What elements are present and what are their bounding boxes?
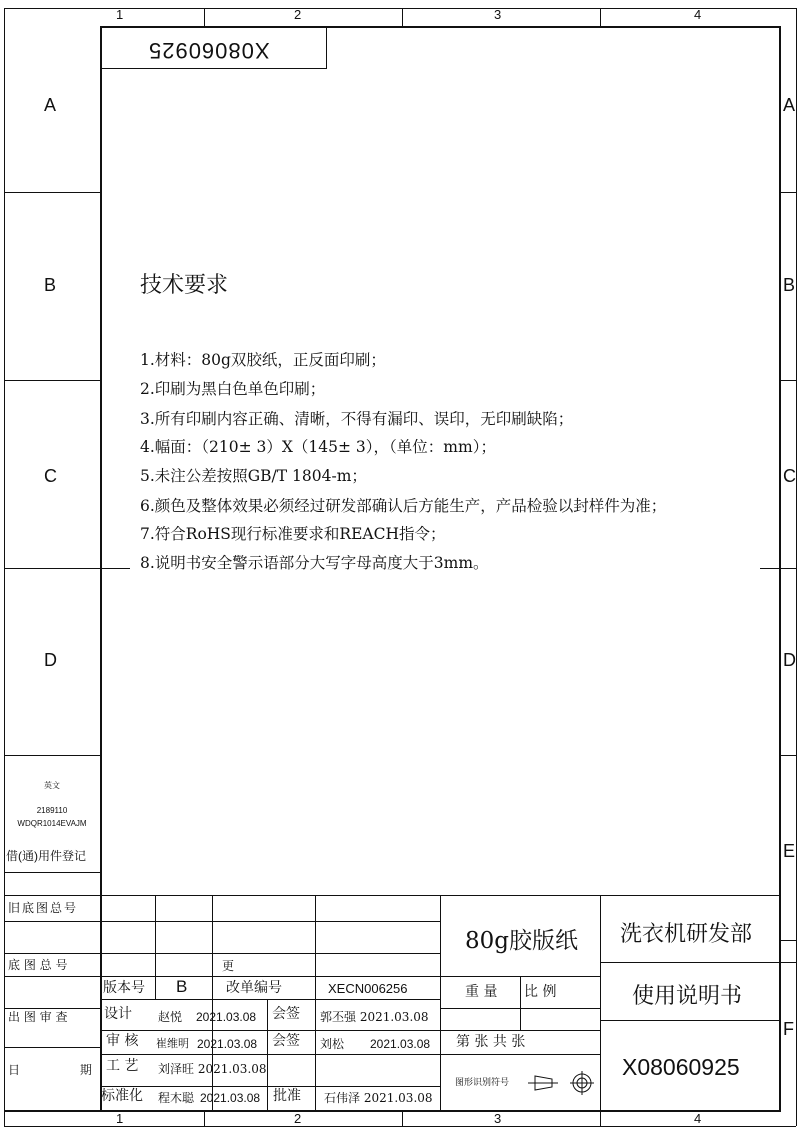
- row-sep: [4, 192, 100, 193]
- doc-number: X08060925: [622, 1054, 740, 1080]
- row-sep: [4, 380, 100, 381]
- issue-check-label: 出 图 审 查: [8, 1010, 68, 1024]
- side-lang: 英文: [44, 781, 60, 790]
- std-date: 2021.03.08: [200, 1091, 261, 1105]
- tb-vline: [440, 895, 441, 1110]
- col-tick: [402, 8, 403, 26]
- requirement-item: 2.印刷为黑白色单色印刷；: [140, 380, 326, 398]
- row-label-e-right: E: [783, 841, 796, 861]
- drawing-no-label: 底 图 总 号: [8, 958, 68, 972]
- tb-vline: [155, 895, 156, 999]
- row-label-c-right: C: [783, 466, 796, 486]
- requirement-item: 4.幅面：（210± 3）X（145± 3），（单位：mm）；: [140, 438, 496, 456]
- row-label-c: C: [44, 466, 57, 486]
- version-label: 版本号: [103, 980, 145, 996]
- outer-bottom-border: [4, 1126, 796, 1127]
- weight-label: 重 量: [465, 984, 498, 1000]
- row-label-f-right: F: [783, 1019, 794, 1039]
- cosign1: 郭丕强 2021.03.08: [320, 1010, 429, 1024]
- col-label-3-bottom: 3: [494, 1111, 502, 1126]
- requirement-item: 1.材料：80g双胶纸，正反面印刷；: [140, 351, 386, 369]
- cosign2-label: 会签: [272, 1033, 300, 1049]
- tb-line: [4, 921, 440, 922]
- col-label-1: 1: [116, 7, 124, 22]
- row-label-d-right: D: [783, 650, 796, 670]
- tb-line: [4, 1047, 100, 1048]
- col-tick: [600, 1110, 601, 1126]
- col-label-3: 3: [494, 7, 502, 22]
- row-sep: [4, 755, 100, 756]
- design-label: 设计: [104, 1006, 132, 1022]
- tb-vline: [315, 895, 316, 1110]
- date-label: 日 期: [8, 1063, 92, 1077]
- projection-symbol-icon: [520, 1068, 600, 1098]
- row-sep: [4, 568, 130, 569]
- tb-line: [600, 1020, 780, 1021]
- tb-line: [4, 953, 440, 954]
- tb-vline: [267, 999, 268, 1110]
- row-sep: [4, 872, 100, 873]
- tb-line: [100, 1054, 600, 1055]
- requirement-item: 7.符合RoHS现行标准要求和REACH指令；: [140, 525, 446, 543]
- col-tick: [204, 1110, 205, 1126]
- cosign2-name: 刘松: [320, 1037, 345, 1051]
- col-label-1-bottom: 1: [116, 1111, 124, 1126]
- approve-label: 批准: [273, 1088, 301, 1104]
- tb-line: [4, 895, 780, 896]
- side-register: 借(通)用件登记: [6, 849, 86, 863]
- tb-line: [600, 962, 796, 963]
- col-label-4-bottom: 4: [694, 1111, 702, 1126]
- requirement-item: 8.说明书安全警示语部分大写字母高度大于3mm。: [140, 554, 489, 572]
- col-tick: [600, 8, 601, 26]
- row-label-a: A: [44, 95, 57, 115]
- row-label-b: B: [44, 275, 57, 295]
- design-date: 2021.03.08: [196, 1010, 257, 1024]
- side-code2: WDQR1014EVAJM: [17, 819, 87, 828]
- review-date: 2021.03.08: [197, 1037, 258, 1051]
- cosign2-date: 2021.03.08: [370, 1037, 431, 1051]
- std-person: 程木聪: [158, 1091, 195, 1105]
- change-label: 改单编号: [226, 980, 282, 996]
- row-label-b-right: B: [783, 275, 796, 295]
- department: 洗衣机研发部: [620, 922, 753, 947]
- requirement-item: 3.所有印刷内容正确、清晰，不得有漏印、误印，无印刷缺陷；: [140, 410, 574, 428]
- row-label-d: D: [44, 650, 57, 670]
- version-value: B: [176, 977, 188, 996]
- row-sep: [779, 192, 796, 193]
- doc-name: 使用说明书: [632, 984, 743, 1009]
- std-label: 标准化: [101, 1088, 143, 1104]
- tb-line: [4, 976, 440, 977]
- symbol-label: 图形识别符号: [455, 1078, 510, 1088]
- cosign-label: 会签: [272, 1006, 300, 1022]
- col-label-2: 2: [294, 7, 302, 22]
- row-sep: [779, 380, 796, 381]
- process-value: 刘泽旺 2021.03.08: [158, 1062, 267, 1076]
- change-mark: 更: [222, 959, 235, 973]
- col-label-4: 4: [694, 7, 702, 22]
- requirements-title: 技术要求: [140, 273, 229, 298]
- inner-right-border: [779, 26, 781, 1112]
- col-label-2-bottom: 2: [294, 1111, 302, 1126]
- tb-vline: [520, 976, 521, 1030]
- row-sep: [779, 940, 796, 941]
- approve-value: 石伟泽 2021.03.08: [324, 1091, 433, 1105]
- outer-right-border: [796, 8, 797, 1126]
- change-value: XECN006256: [328, 981, 408, 996]
- row-sep: [760, 568, 796, 569]
- row-sep: [779, 755, 796, 756]
- col-tick: [204, 8, 205, 26]
- requirement-item: 5.未注公差按照GB/T 1804-m；: [140, 467, 367, 485]
- process-label: 工 艺: [106, 1058, 139, 1074]
- doc-code-mirrored: X08060925: [148, 38, 270, 63]
- old-drawing-no-label: 旧底图总号: [8, 901, 79, 915]
- tb-line: [100, 1030, 600, 1031]
- material: 80g胶版纸: [465, 928, 578, 954]
- inner-left-border: [100, 26, 102, 1112]
- review-person: 崔维明: [156, 1037, 189, 1050]
- side-code1: 2189110: [36, 806, 68, 815]
- tb-vline: [600, 895, 601, 1110]
- scale-label: 比 例: [524, 984, 557, 1000]
- sheet-label: 第 张 共 张: [456, 1034, 526, 1050]
- col-tick: [402, 1110, 403, 1126]
- tb-vline: [212, 895, 213, 1110]
- tb-line: [100, 1086, 440, 1087]
- row-label-a-right: A: [783, 95, 796, 115]
- review-label: 审 核: [106, 1033, 139, 1049]
- tb-line: [100, 999, 440, 1000]
- requirement-item: 6.颜色及整体效果必须经过研发部确认后方能生产，产品检验以封样件为准；: [140, 497, 667, 515]
- design-person: 赵悦: [158, 1010, 183, 1024]
- outer-left-border: [4, 8, 5, 1126]
